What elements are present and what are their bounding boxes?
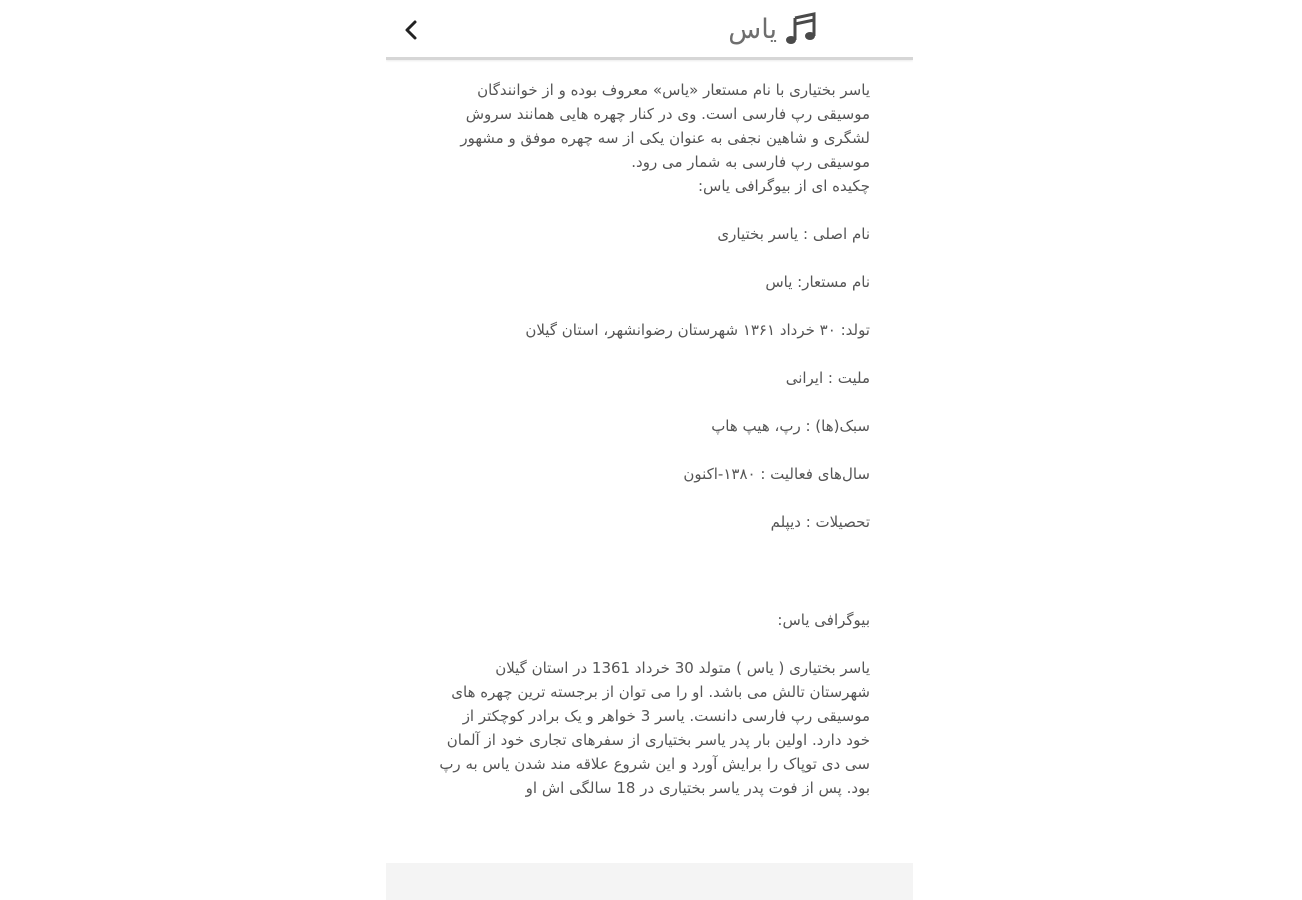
app-bar [386,0,913,60]
bottom-bar [386,863,913,900]
back-button[interactable] [396,14,426,46]
intro-paragraph: یاسر بختیاری با نام مستعار «یاس» معروف بوده و از خوانندگان موسیقی رپ فارسی است. وی در کنار چهره هایی همانند سروش لشگری و شاهین نجفی به عنوان یکی از سه چهره موفق و مشهور موسیقی رپ فارسی به شمار می رود. [460,81,870,171]
page-title: یاس [728,14,777,45]
fact-nationality: ملیت : ایرانی [785,369,870,387]
article-body [436,78,870,863]
summary-heading: چکیده ای از بیوگرافی یاس: [697,177,870,195]
fact-birth: تولد: ۳۰ خرداد ۱۳۶۱ شهرستان رضوانشهر، استان گیلان [525,321,870,339]
fact-real-name: نام اصلی : یاسر بختیاری [717,225,870,243]
fact-genres: سبک(ها) : رپ، هیپ هاپ [711,417,870,435]
fact-active-years: سال‌های فعالیت : ۱۳۸۰-اکنون [683,465,870,483]
chevron-left-icon [401,19,421,41]
app-screen [386,0,913,900]
bio-paragraph: یاسر بختیاری ( یاس ) متولد 30 خرداد 1361 در استان گیلان شهرستان تالش می باشد. او را می توان از برجسته ترین چهره های موسیقی رپ فارسی دانست. یاسر 3 خواهر و یک برادر کوچکتر از خود دارد. اولین بار پدر یاسر بختیاری از سفرهای تجاری خود از آلمان سی دی توپاک را برایش آورد و این شروع علاقه مند شدن یاس به رپ بود. پس از فوت پدر یاسر بختیاری در 18 سالگی اش او [439,659,870,797]
music-note-icon [783,12,819,48]
fact-education: تحصیلات : دیپلم [770,513,870,531]
fact-nickname: نام مستعار: یاس [765,273,870,291]
app-title-group [728,10,819,50]
bio-heading: بیوگرافی یاس: [777,611,870,629]
